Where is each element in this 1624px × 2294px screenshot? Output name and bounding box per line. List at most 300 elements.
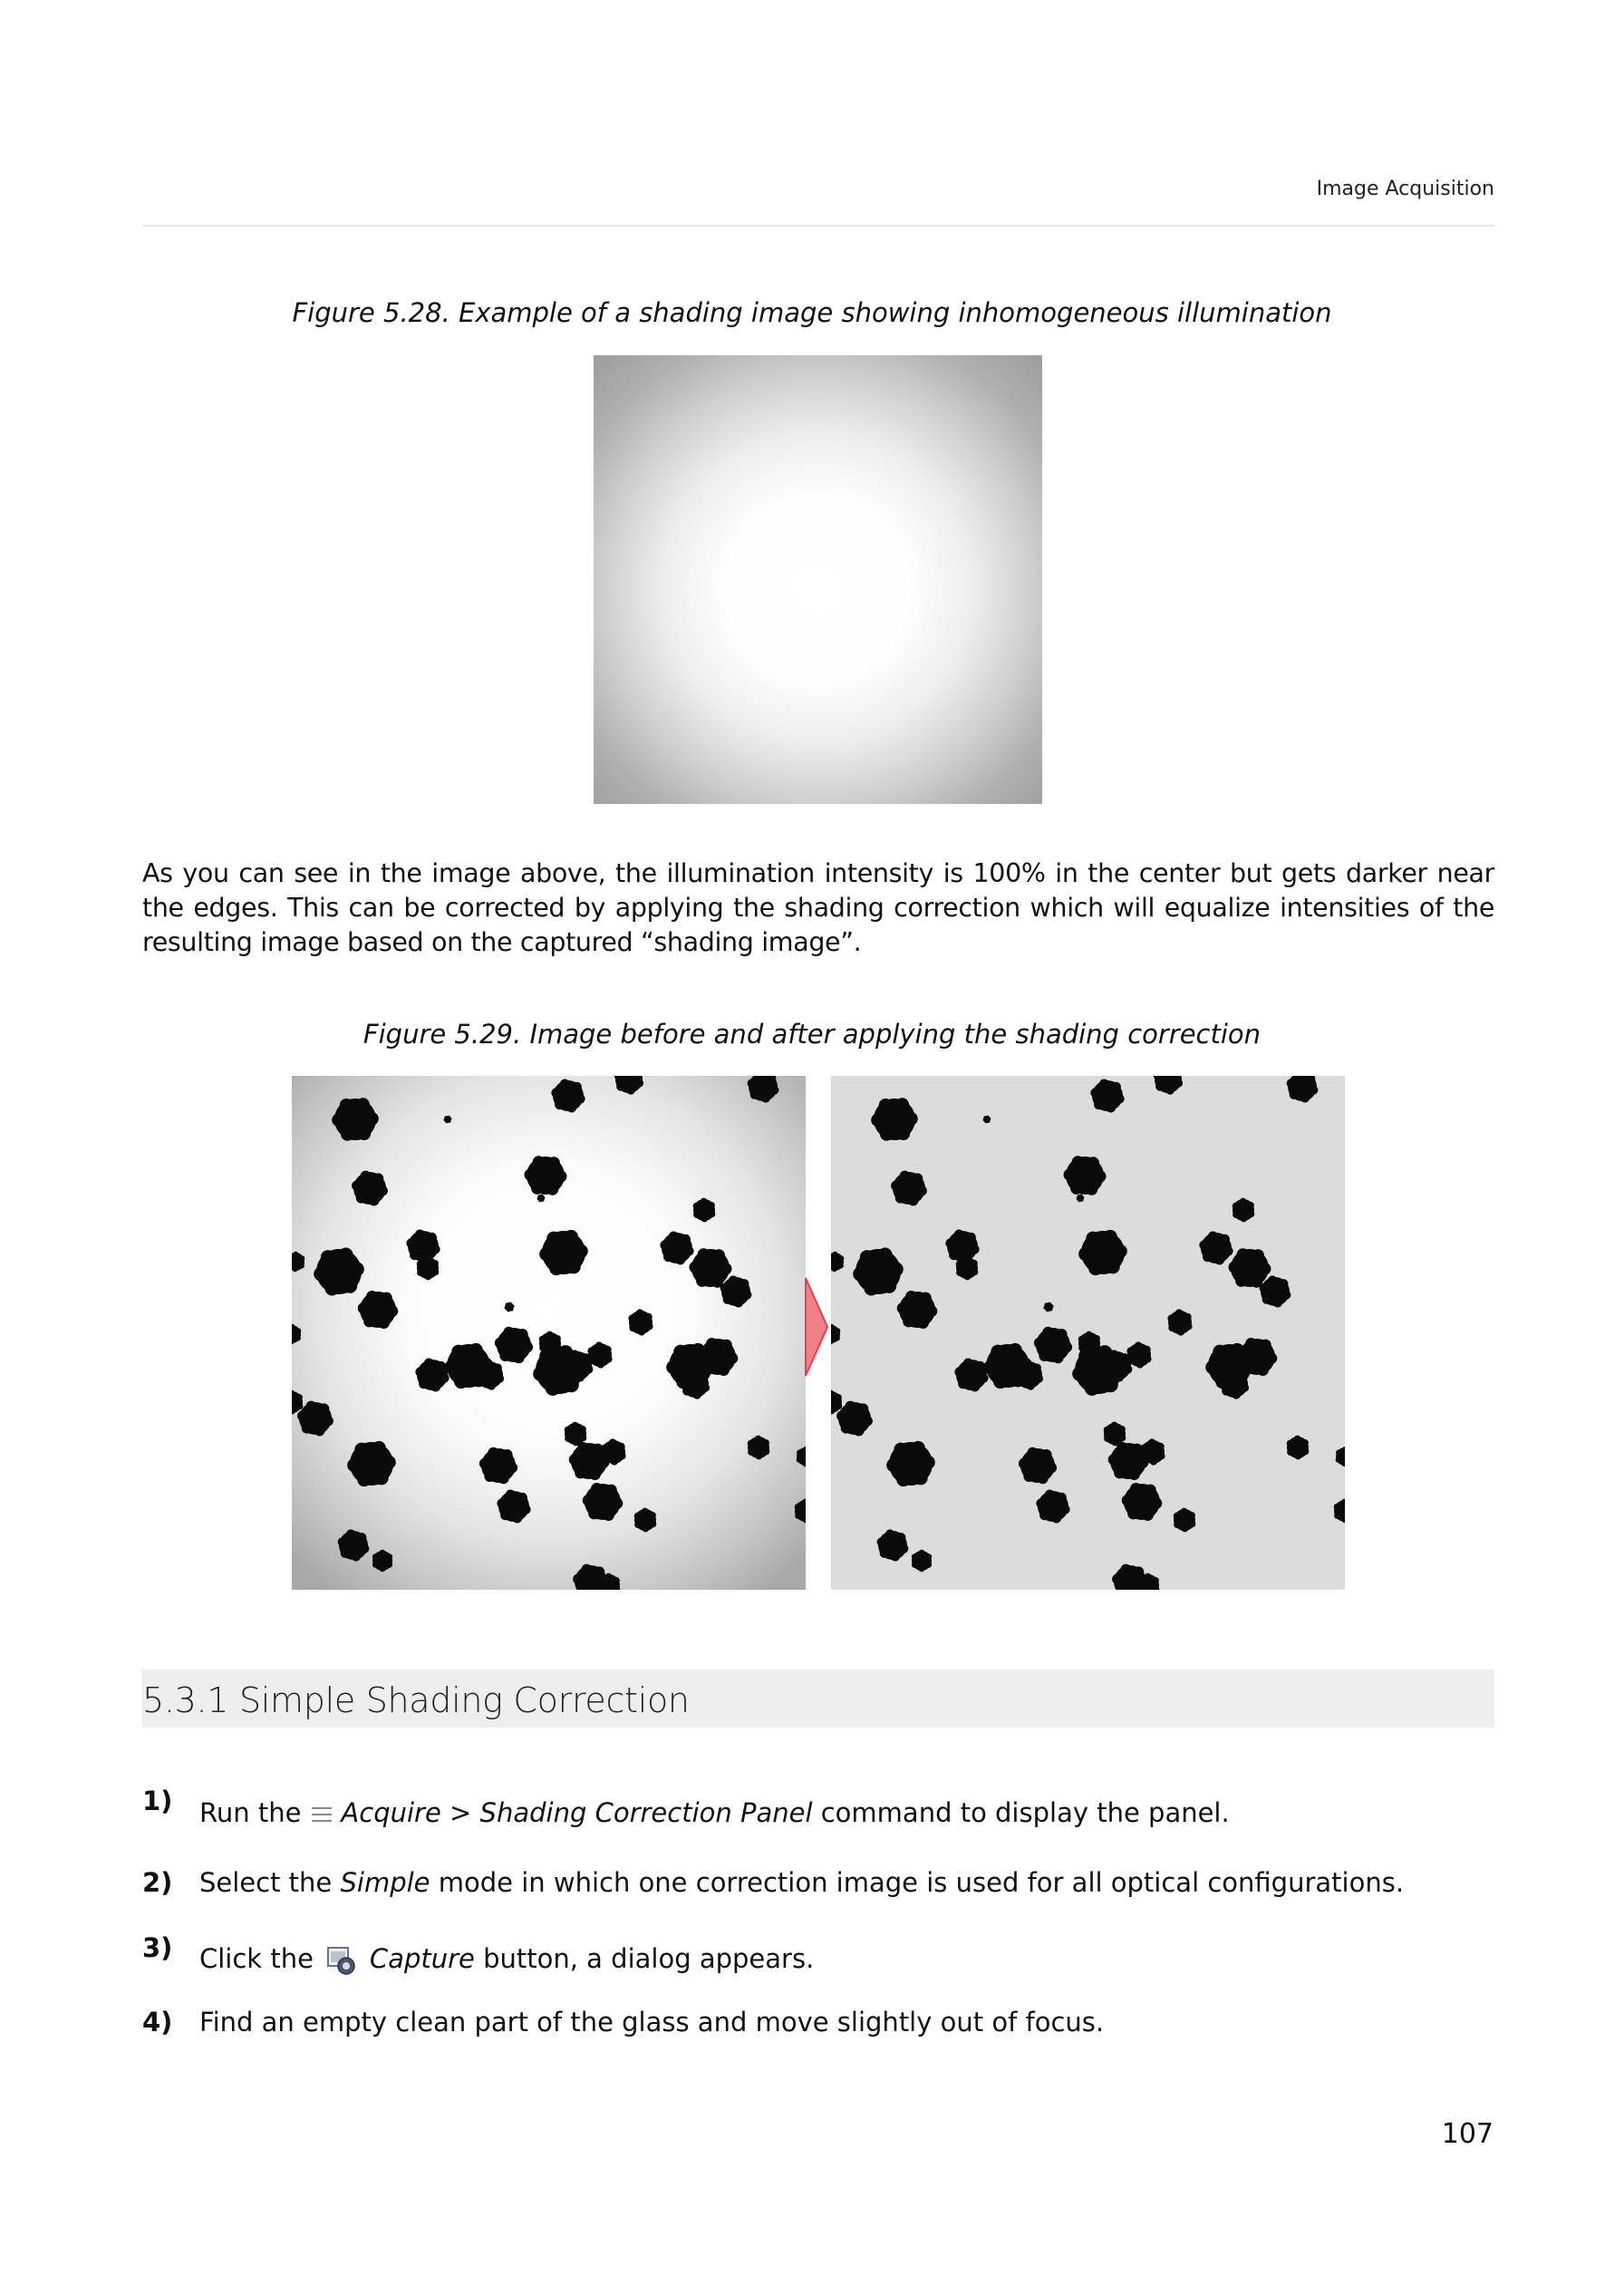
- colony-blob-edge: [1334, 1512, 1341, 1519]
- colony-blob-edge: [448, 1116, 450, 1118]
- colony-blob-edge: [496, 1374, 505, 1383]
- colony-blob-edge: [597, 1360, 604, 1368]
- colony-blob-edge: [573, 1439, 580, 1447]
- colony-blob-edge: [609, 1438, 616, 1446]
- colony-blob-edge: [660, 1240, 670, 1250]
- colony-blob-edge: [900, 1171, 911, 1182]
- colony-blob-edge: [361, 1171, 372, 1182]
- colony-blob-edge: [748, 1448, 755, 1456]
- colony-blob-edge: [1177, 1328, 1184, 1335]
- colony-blob-edge: [582, 1564, 593, 1575]
- colony-blob-edge: [919, 1565, 925, 1572]
- colony-blob-edge: [643, 1525, 650, 1533]
- colony-blob-edge: [419, 1379, 429, 1389]
- colony-blob-edge: [1064, 1168, 1076, 1180]
- colony-blob-edge: [479, 1458, 490, 1469]
- colony-blob-edge: [1128, 1468, 1140, 1480]
- colony-blob-edge: [1115, 1094, 1125, 1104]
- colony-blob-edge: [698, 1248, 710, 1260]
- colony-blob-edge: [560, 1079, 570, 1089]
- colony-blob-edge: [295, 1394, 303, 1401]
- colony-blob-edge: [1122, 1495, 1134, 1506]
- colony-blob-edge: [650, 1521, 657, 1528]
- colony-blob-edge: [1336, 1457, 1341, 1462]
- colony-blob-edge: [539, 1200, 542, 1203]
- colony-blob-edge: [372, 1441, 385, 1455]
- colony-blob-edge: [417, 1269, 424, 1276]
- colony-blob-edge: [386, 1562, 392, 1568]
- colony-blob-edge: [605, 1485, 617, 1496]
- colony-blob-edge: [546, 1380, 561, 1396]
- colony-blob-edge: [734, 1298, 743, 1307]
- colony-blob-edge: [575, 1372, 585, 1381]
- colony-blob-edge: [669, 1232, 679, 1242]
- colony-blob-edge: [1094, 1170, 1106, 1182]
- colony-blob-edge: [500, 1510, 510, 1520]
- colony-blob-edge: [964, 1273, 972, 1281]
- colony-blob-edge: [292, 1266, 297, 1272]
- colony-blob-edge: [1135, 1341, 1142, 1349]
- colony-blob-edge: [546, 1232, 560, 1245]
- colony-blob-edge: [1123, 1365, 1132, 1374]
- colony-blob-edge: [831, 1266, 836, 1272]
- colony-blob-edge: [381, 1292, 392, 1304]
- colony-blob-edge: [1040, 1449, 1051, 1460]
- colony-blob-edge: [1232, 1390, 1241, 1399]
- colony-blob-edge: [1121, 1564, 1132, 1575]
- colony-blob-edge: [517, 1493, 527, 1503]
- colony-blob-edge: [972, 1269, 979, 1276]
- colony-blob-edge: [543, 1196, 546, 1199]
- colony-blob-edge: [352, 1552, 361, 1561]
- colony-blob-edge: [919, 1550, 925, 1556]
- colony-blob-edge: [860, 1250, 875, 1264]
- colony-blob-edge: [604, 1346, 611, 1353]
- colony-blob-edge: [628, 1314, 635, 1321]
- colony-blob-edge: [729, 1275, 738, 1284]
- colony-blob-edge: [836, 1410, 847, 1421]
- colony-blob-edge: [761, 1093, 770, 1102]
- colony-blob-edge: [1112, 1439, 1119, 1447]
- colony-blob-edge: [1300, 1093, 1310, 1102]
- colony-blob-edge: [354, 1443, 368, 1457]
- colony-blob-edge: [742, 1291, 751, 1300]
- colony-blob-edge: [897, 1302, 909, 1314]
- colony-blob-edge: [319, 1403, 330, 1414]
- colony-blob-edge: [604, 1355, 612, 1362]
- colony-blob-edge: [675, 1255, 685, 1265]
- colony-blob-edge: [895, 1098, 909, 1111]
- colony-blob-edge: [357, 1127, 371, 1140]
- colony-blob-edge: [1290, 1090, 1299, 1099]
- colony-blob-edge: [574, 1244, 587, 1258]
- colony-blob-edge: [748, 1079, 757, 1088]
- colony-blob-edge: [911, 1441, 924, 1455]
- colony-blob-edge: [483, 1360, 492, 1369]
- colony-blob-edge: [1145, 1573, 1152, 1581]
- colony-blob-edge: [1235, 1274, 1247, 1286]
- colony-blob-edge: [512, 1514, 522, 1524]
- colony-blob-edge: [427, 1233, 437, 1243]
- colony-blob-edge: [499, 1350, 510, 1361]
- colony-blob-edge: [444, 1118, 447, 1121]
- colony-blob-edge: [1141, 1454, 1148, 1461]
- colony-blob-edge: [1080, 1195, 1083, 1197]
- colony-blob-edge: [1295, 1453, 1302, 1460]
- colony-blob-edge: [701, 1383, 710, 1392]
- colony-blob-edge: [1008, 1343, 1021, 1357]
- colony-blob-edge: [1184, 1313, 1191, 1321]
- colony-blob-edge: [425, 1273, 432, 1281]
- colony-blob-edge: [880, 1128, 894, 1141]
- colony-blob-edge: [663, 1252, 673, 1262]
- colony-blob-edge: [762, 1439, 769, 1447]
- colony-blob-edge: [1223, 1246, 1233, 1256]
- colony-blob-edge: [1142, 1509, 1154, 1521]
- colony-blob-edge: [358, 1302, 370, 1314]
- colony-blob-edge: [314, 1426, 325, 1437]
- colony-blob-edge: [913, 1173, 923, 1184]
- colony-blob-edge: [638, 1328, 645, 1335]
- colony-blob-edge: [880, 1549, 889, 1558]
- colony-blob-edge: [1094, 1099, 1104, 1109]
- colony-blob-edge: [372, 1554, 379, 1560]
- colony-blob-edge: [613, 1577, 620, 1584]
- colony-blob-edge: [415, 1230, 425, 1240]
- colony-blob-edge: [495, 1338, 506, 1349]
- colony-blob-edge: [451, 1345, 465, 1359]
- colony-blob-edge: [889, 1262, 904, 1276]
- colony-blob-edge: [350, 1262, 364, 1276]
- colony-blob-edge: [1203, 1252, 1213, 1262]
- colony-blob-edge: [564, 1230, 577, 1244]
- colony-blob-edge: [1152, 1577, 1159, 1584]
- colony-blob-edge: [1056, 1329, 1067, 1340]
- colony-blob-edge: [987, 1116, 990, 1118]
- colony-blob-edge: [1115, 1372, 1124, 1381]
- colony-blob-edge: [1205, 1360, 1219, 1374]
- colony-blob-edge: [450, 1118, 452, 1120]
- step-text: Select the: [199, 1867, 341, 1898]
- colony-blob-edge: [1157, 1452, 1165, 1459]
- colony-blob-edge: [1104, 1370, 1113, 1379]
- colony-blob-edge: [718, 1364, 730, 1376]
- colony-blob-edge: [1082, 1196, 1085, 1199]
- colony-blob-edge: [920, 1292, 932, 1304]
- colony-blob-edge: [602, 1454, 609, 1461]
- colony-blob-edge: [1174, 1079, 1184, 1088]
- colony-blob-edge: [1093, 1335, 1100, 1342]
- colony-blob-edge: [1232, 1203, 1240, 1210]
- colony-blob-edge: [769, 1086, 778, 1095]
- colony-blob-edge: [989, 1118, 991, 1120]
- step-text: Find an empty clean part of the glass and move slightly out of focus.: [199, 2007, 1105, 2037]
- colony-blob-edge: [588, 1508, 600, 1520]
- colony-blob-edge: [1136, 1360, 1144, 1368]
- colony-blob-edge: [926, 1305, 938, 1317]
- colony-blob-edge: [507, 1309, 509, 1312]
- colony-blob-edge: [878, 1248, 893, 1263]
- colony-blob-edge: [1268, 1275, 1277, 1284]
- colony-blob-edge: [1042, 1327, 1053, 1338]
- colony-blob-edge: [858, 1403, 869, 1414]
- colony-blob-edge: [431, 1260, 439, 1267]
- colony-blob-edge: [1168, 1324, 1175, 1331]
- colony-blob-edge: [1134, 1566, 1145, 1577]
- colony-blob-edge: [1237, 1350, 1249, 1361]
- colony-blob-edge: [1078, 1200, 1081, 1203]
- colony-blob-edge: [1060, 1505, 1070, 1515]
- colony-blob-edge: [542, 1199, 545, 1202]
- colony-blob-edge: [572, 1422, 579, 1429]
- colony-blob-edge: [894, 1443, 907, 1457]
- colony-blob-edge: [905, 1291, 917, 1302]
- colony-blob-edge: [469, 1343, 482, 1357]
- colony-blob-edge: [562, 1358, 571, 1367]
- colony-blob-edge: [970, 1382, 980, 1392]
- colony-blob-edge: [1281, 1291, 1290, 1300]
- colony-blob-edge: [1046, 1309, 1049, 1312]
- colony-blob-edge: [306, 1401, 317, 1412]
- colony-blob-edge: [1035, 1374, 1044, 1383]
- colony-blob-edge: [366, 1291, 378, 1302]
- step-text: Run the: [199, 1797, 302, 1828]
- colony-blob-edge: [1111, 1082, 1121, 1092]
- colony-blob-edge: [629, 1324, 636, 1331]
- colony-blob-edge: [454, 1375, 468, 1389]
- colony-blob-edge: [1016, 1378, 1025, 1387]
- colony-blob-edge: [698, 1350, 710, 1361]
- colony-blob-edge: [696, 1274, 708, 1286]
- colony-blob-edge: [1241, 1215, 1248, 1223]
- colony-blob-edge: [1061, 1341, 1072, 1352]
- colony-blob-edge: [1052, 1352, 1063, 1363]
- colony-blob-edge: [575, 1094, 585, 1104]
- colony-blob-edge: [975, 1361, 985, 1371]
- colony-blob-edge: [539, 1247, 553, 1261]
- colony-blob-edge: [1156, 1443, 1164, 1450]
- colony-blob-edge: [365, 1112, 379, 1126]
- colony-blob-edge: [570, 1350, 579, 1359]
- colony-blob-edge: [612, 1497, 624, 1509]
- colony-blob-edge: [956, 1269, 963, 1276]
- colony-blob-edge: [1199, 1240, 1209, 1250]
- colony-blob-edge: [1086, 1331, 1093, 1339]
- colony-blob-edge: [1072, 1366, 1088, 1381]
- colony-blob-edge: [356, 1193, 367, 1204]
- colony-blob-edge: [299, 1255, 304, 1261]
- colony-blob-edge: [539, 1344, 546, 1351]
- colony-blob-edge: [642, 1508, 649, 1515]
- colony-blob-edge: [1155, 1082, 1165, 1091]
- colony-blob-edge: [299, 1263, 304, 1268]
- colony-blob-edge: [601, 1444, 608, 1451]
- colony-blob-edge: [324, 1282, 339, 1296]
- colony-blob-edge: [1022, 1360, 1031, 1369]
- colony-blob-edge: [1252, 1249, 1264, 1261]
- colony-blob-edge: [1032, 1363, 1041, 1372]
- colony-blob-edge: [846, 1401, 856, 1412]
- colony-blob-edge: [916, 1186, 927, 1196]
- colony-blob-edge: [699, 1372, 708, 1381]
- colony-blob-edge: [517, 1329, 527, 1340]
- colony-blob-edge: [611, 1457, 618, 1465]
- colony-blob-edge: [506, 1303, 508, 1306]
- colony-blob-edge: [1070, 1182, 1082, 1194]
- colony-blob-edge: [701, 1198, 708, 1205]
- shading-image: [594, 355, 1042, 804]
- colony-blob-edge: [993, 1375, 1007, 1389]
- colony-blob-edge: [645, 1322, 652, 1330]
- colony-blob-edge: [1334, 1504, 1341, 1511]
- colony-blob-edge: [1266, 1352, 1278, 1364]
- colony-blob-edge: [415, 1367, 425, 1377]
- colony-blob-edge: [424, 1359, 434, 1369]
- colony-blob-edge: [1150, 1457, 1157, 1465]
- colony-blob-edge: [591, 1483, 603, 1495]
- colony-blob-edge: [589, 1468, 601, 1480]
- colony-blob-edge: [380, 1550, 386, 1556]
- step-text: command to display the panel.: [812, 1797, 1230, 1828]
- colony-blob-edge: [720, 1263, 731, 1274]
- colony-blob-edge: [338, 1537, 347, 1546]
- colony-blob-edge: [1181, 1508, 1188, 1515]
- colony-blob-edge: [373, 1173, 384, 1184]
- colony-blob-edge: [666, 1360, 680, 1374]
- colony-blob-edge: [954, 1367, 964, 1377]
- figure-5-29-caption: Figure 5.29. Image before and after applying the shading correction: [362, 1019, 1262, 1050]
- colony-blob-edge: [1208, 1232, 1218, 1242]
- colony-blob-edge: [1301, 1439, 1309, 1447]
- colony-blob-edge: [1014, 1367, 1023, 1376]
- colony-blob-edge: [1086, 1183, 1097, 1195]
- colony-blob-edge: [1051, 1514, 1061, 1524]
- colony-blob-edge: [693, 1211, 701, 1218]
- colony-blob-edge: [1078, 1247, 1092, 1261]
- colony-blob-edge: [575, 1467, 586, 1479]
- colony-blob-edge: [1104, 1427, 1111, 1434]
- colony-blob-edge: [1088, 1157, 1099, 1168]
- colony-blob-edge: [1114, 1467, 1126, 1479]
- colony-blob-edge: [417, 1261, 424, 1268]
- colony-blob-edge: [693, 1203, 701, 1210]
- step-number: 4): [142, 2007, 173, 2037]
- colony-blob-edge: [689, 1369, 698, 1378]
- colony-blob-edge: [531, 1182, 543, 1194]
- colony-blob-edge: [1104, 1435, 1111, 1442]
- colony-blob-edge: [511, 1305, 514, 1308]
- colony-blob-edge: [882, 1279, 896, 1293]
- colony-blob-edge: [347, 1458, 361, 1472]
- colony-blob-edge: [566, 1103, 576, 1113]
- colony-blob-edge: [386, 1554, 392, 1560]
- colony-blob-edge: [1023, 1471, 1034, 1482]
- colony-blob-edge: [984, 1116, 987, 1118]
- colony-blob-edge: [1232, 1211, 1240, 1218]
- colony-blob-edge: [1174, 1521, 1181, 1528]
- colony-blob-edge: [1118, 1426, 1126, 1433]
- colony-blob-edge: [501, 1449, 512, 1460]
- colony-blob-edge: [748, 1440, 755, 1447]
- colony-blob-edge: [598, 1578, 605, 1585]
- colony-blob-edge: [1241, 1383, 1250, 1392]
- colony-blob-edge: [387, 1305, 399, 1317]
- colony-blob-edge: [1078, 1344, 1086, 1351]
- colony-blob-edge: [703, 1363, 715, 1375]
- colony-blob-edge: [1026, 1381, 1035, 1390]
- arrow-right-icon: [804, 1276, 829, 1378]
- colony-blob-edge: [548, 1157, 560, 1168]
- colony-blob-edge: [549, 1262, 563, 1275]
- colony-blob-edge: [871, 1113, 884, 1127]
- colony-blob-edge: [853, 1267, 867, 1282]
- colony-blob-edge: [1167, 1314, 1174, 1321]
- colony-blob-edge: [1184, 1322, 1192, 1330]
- step-text: mode in which one correction image is used for all optical configurations.: [430, 1867, 1405, 1898]
- colony-blob-edge: [684, 1246, 694, 1256]
- colony-blob-edge: [498, 1473, 508, 1484]
- colony-blob-edge: [1086, 1232, 1099, 1245]
- colony-blob-edge: [966, 1233, 976, 1243]
- colony-blob-edge: [430, 1382, 440, 1392]
- colony-blob-edge: [555, 1344, 562, 1351]
- colony-blob-edge: [983, 1118, 986, 1121]
- colony-blob-edge: [903, 1316, 914, 1328]
- colony-blob-edge: [1140, 1444, 1147, 1451]
- colony-blob-edge: [912, 1554, 918, 1560]
- colony-blob-edge: [566, 1260, 580, 1273]
- colony-blob-edge: [488, 1447, 498, 1458]
- colony-blob-edge: [896, 1127, 910, 1140]
- colony-blob-edge: [673, 1345, 687, 1359]
- colony-blob-edge: [445, 1116, 448, 1118]
- colony-blob-edge: [1229, 1261, 1241, 1273]
- colony-blob-edge: [1222, 1387, 1231, 1396]
- colony-blob-edge: [1144, 1355, 1151, 1362]
- colony-blob-edge: [295, 1328, 301, 1333]
- colony-blob-edge: [594, 1566, 605, 1577]
- page-header: [142, 178, 1494, 227]
- colony-blob-edge: [363, 1316, 375, 1328]
- colony-blob-edge: [603, 1509, 614, 1521]
- colony-blob-edge: [1174, 1513, 1181, 1520]
- menu-icon: [310, 1805, 334, 1825]
- colony-blob-edge: [896, 1533, 905, 1542]
- colony-blob-edge: [503, 1327, 514, 1338]
- colony-blob-edge: [1189, 1521, 1196, 1528]
- colony-blob-edge: [569, 1454, 581, 1466]
- colony-blob-edge: [904, 1112, 918, 1126]
- colony-blob-edge: [877, 1537, 886, 1546]
- colony-blob-edge: [339, 1248, 353, 1263]
- colony-blob-edge: [510, 1308, 513, 1311]
- colony-blob-edge: [1111, 1422, 1118, 1429]
- colony-blob-edge: [701, 1215, 709, 1223]
- colony-blob-edge: [595, 1341, 603, 1349]
- colony-blob-edge: [835, 1328, 840, 1333]
- colony-blob-edge: [440, 1373, 450, 1383]
- colony-blob-edge: [1119, 1435, 1126, 1442]
- colony-blob-edge: [546, 1183, 558, 1195]
- colony-blob-edge: [836, 1403, 843, 1410]
- colony-blob-edge: [1078, 1336, 1086, 1343]
- colony-blob-edge: [1078, 1195, 1080, 1197]
- colony-blob-edge: [343, 1279, 357, 1293]
- colony-blob-edge: [584, 1365, 593, 1374]
- colony-blob-edge: [551, 1088, 561, 1098]
- colony-blob-edge: [971, 1260, 978, 1267]
- colony-blob-edge: [740, 1279, 749, 1288]
